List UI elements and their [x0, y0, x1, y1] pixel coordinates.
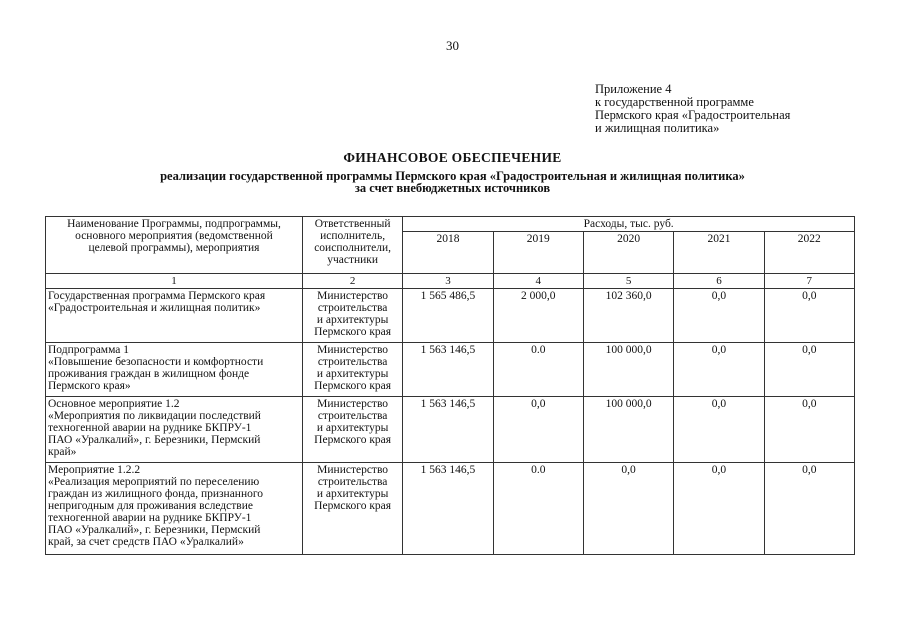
row-value-2020: 102 360,0: [583, 289, 673, 343]
row-value-2018: 1 563 146,5: [403, 343, 493, 397]
table-row: [46, 397, 855, 463]
row-executor: Министерство строительства и архитектуры Пермского края: [302, 343, 402, 397]
table-row: [46, 289, 855, 343]
document-subtitle: реализации государственной программы Пермского края «Градостроительная и жилищная политика» за счет внебюджетных источников: [160, 169, 745, 195]
row-value-2020: 100 000,0: [583, 397, 673, 463]
row-value-2019: 0.0: [493, 343, 583, 397]
row-value-2022: 0,0: [764, 463, 854, 555]
column-index: 4: [493, 274, 583, 289]
row-value-2018: 1 565 486,5: [403, 289, 493, 343]
row-value-2020: 0,0: [583, 463, 673, 555]
row-name: Государственная программа Пермского края «Градостроительная и жилищная политик»: [46, 289, 303, 343]
row-value-2018: 1 563 146,5: [403, 463, 493, 555]
header-program-name: Наименование Программы, подпрограммы, основного мероприятия (ведомственной целевой программы), мероприятия: [46, 217, 303, 274]
row-value-2021: 0,0: [674, 397, 764, 463]
row-name: Подпрограмма 1 «Повышение безопасности и комфортности проживания граждан в жилищном фонде Пермского края»: [46, 343, 303, 397]
column-index: 6: [674, 274, 764, 289]
row-value-2019: 0.0: [493, 463, 583, 555]
row-value-2022: 0,0: [764, 397, 854, 463]
row-value-2018: 1 563 146,5: [403, 397, 493, 463]
header-executor: Ответственный исполнитель, соисполнители, участники: [302, 217, 402, 274]
column-index: 3: [403, 274, 493, 289]
column-index: 1: [46, 274, 303, 289]
header-year: 2019: [493, 232, 583, 274]
row-value-2020: 100 000,0: [583, 343, 673, 397]
row-value-2019: 2 000,0: [493, 289, 583, 343]
column-index: 2: [302, 274, 402, 289]
row-executor: Министерство строительства и архитектуры Пермского края: [302, 463, 402, 555]
table-header-row: [46, 217, 855, 232]
row-executor: Министерство строительства и архитектуры Пермского края: [302, 397, 402, 463]
page-number: 30: [446, 38, 459, 53]
header-year: 2022: [764, 232, 854, 274]
table-row: [46, 463, 855, 555]
row-name: Мероприятие 1.2.2 «Реализация мероприятий по переселению граждан из жилищного фонда, признанного непригодным для проживания вследствие техногенной аварии на руднике БКПРУ-1 ПАО «Уралкалий», г. Березники, Пермский край, за счет средств ПАО «Уралкалий»: [46, 463, 303, 555]
appendix-note: Приложение 4 к государственной программе Пермского края «Градостроительная и жилищная политика»: [595, 82, 791, 135]
row-value-2021: 0,0: [674, 343, 764, 397]
document-title: ФИНАНСОВОЕ ОБЕСПЕЧЕНИЕ: [343, 150, 562, 165]
header-year: 2021: [674, 232, 764, 274]
row-value-2021: 0,0: [674, 463, 764, 555]
financing-table: [45, 216, 855, 555]
row-name: Основное мероприятие 1.2 «Мероприятия по ликвидации последствий техногенной аварии на руднике БКПРУ-1 ПАО «Уралкалий», г. Березники, Пермский край»: [46, 397, 303, 463]
column-index: 7: [764, 274, 854, 289]
row-value-2021: 0,0: [674, 289, 764, 343]
table-row: [46, 343, 855, 397]
column-index-row: [46, 274, 855, 289]
header-expenses: Расходы, тыс. руб.: [403, 217, 855, 232]
header-year: 2018: [403, 232, 493, 274]
row-value-2022: 0,0: [764, 343, 854, 397]
header-year: 2020: [583, 232, 673, 274]
column-index: 5: [583, 274, 673, 289]
row-value-2019: 0,0: [493, 397, 583, 463]
row-value-2022: 0,0: [764, 289, 854, 343]
row-executor: Министерство строительства и архитектуры Пермского края: [302, 289, 402, 343]
